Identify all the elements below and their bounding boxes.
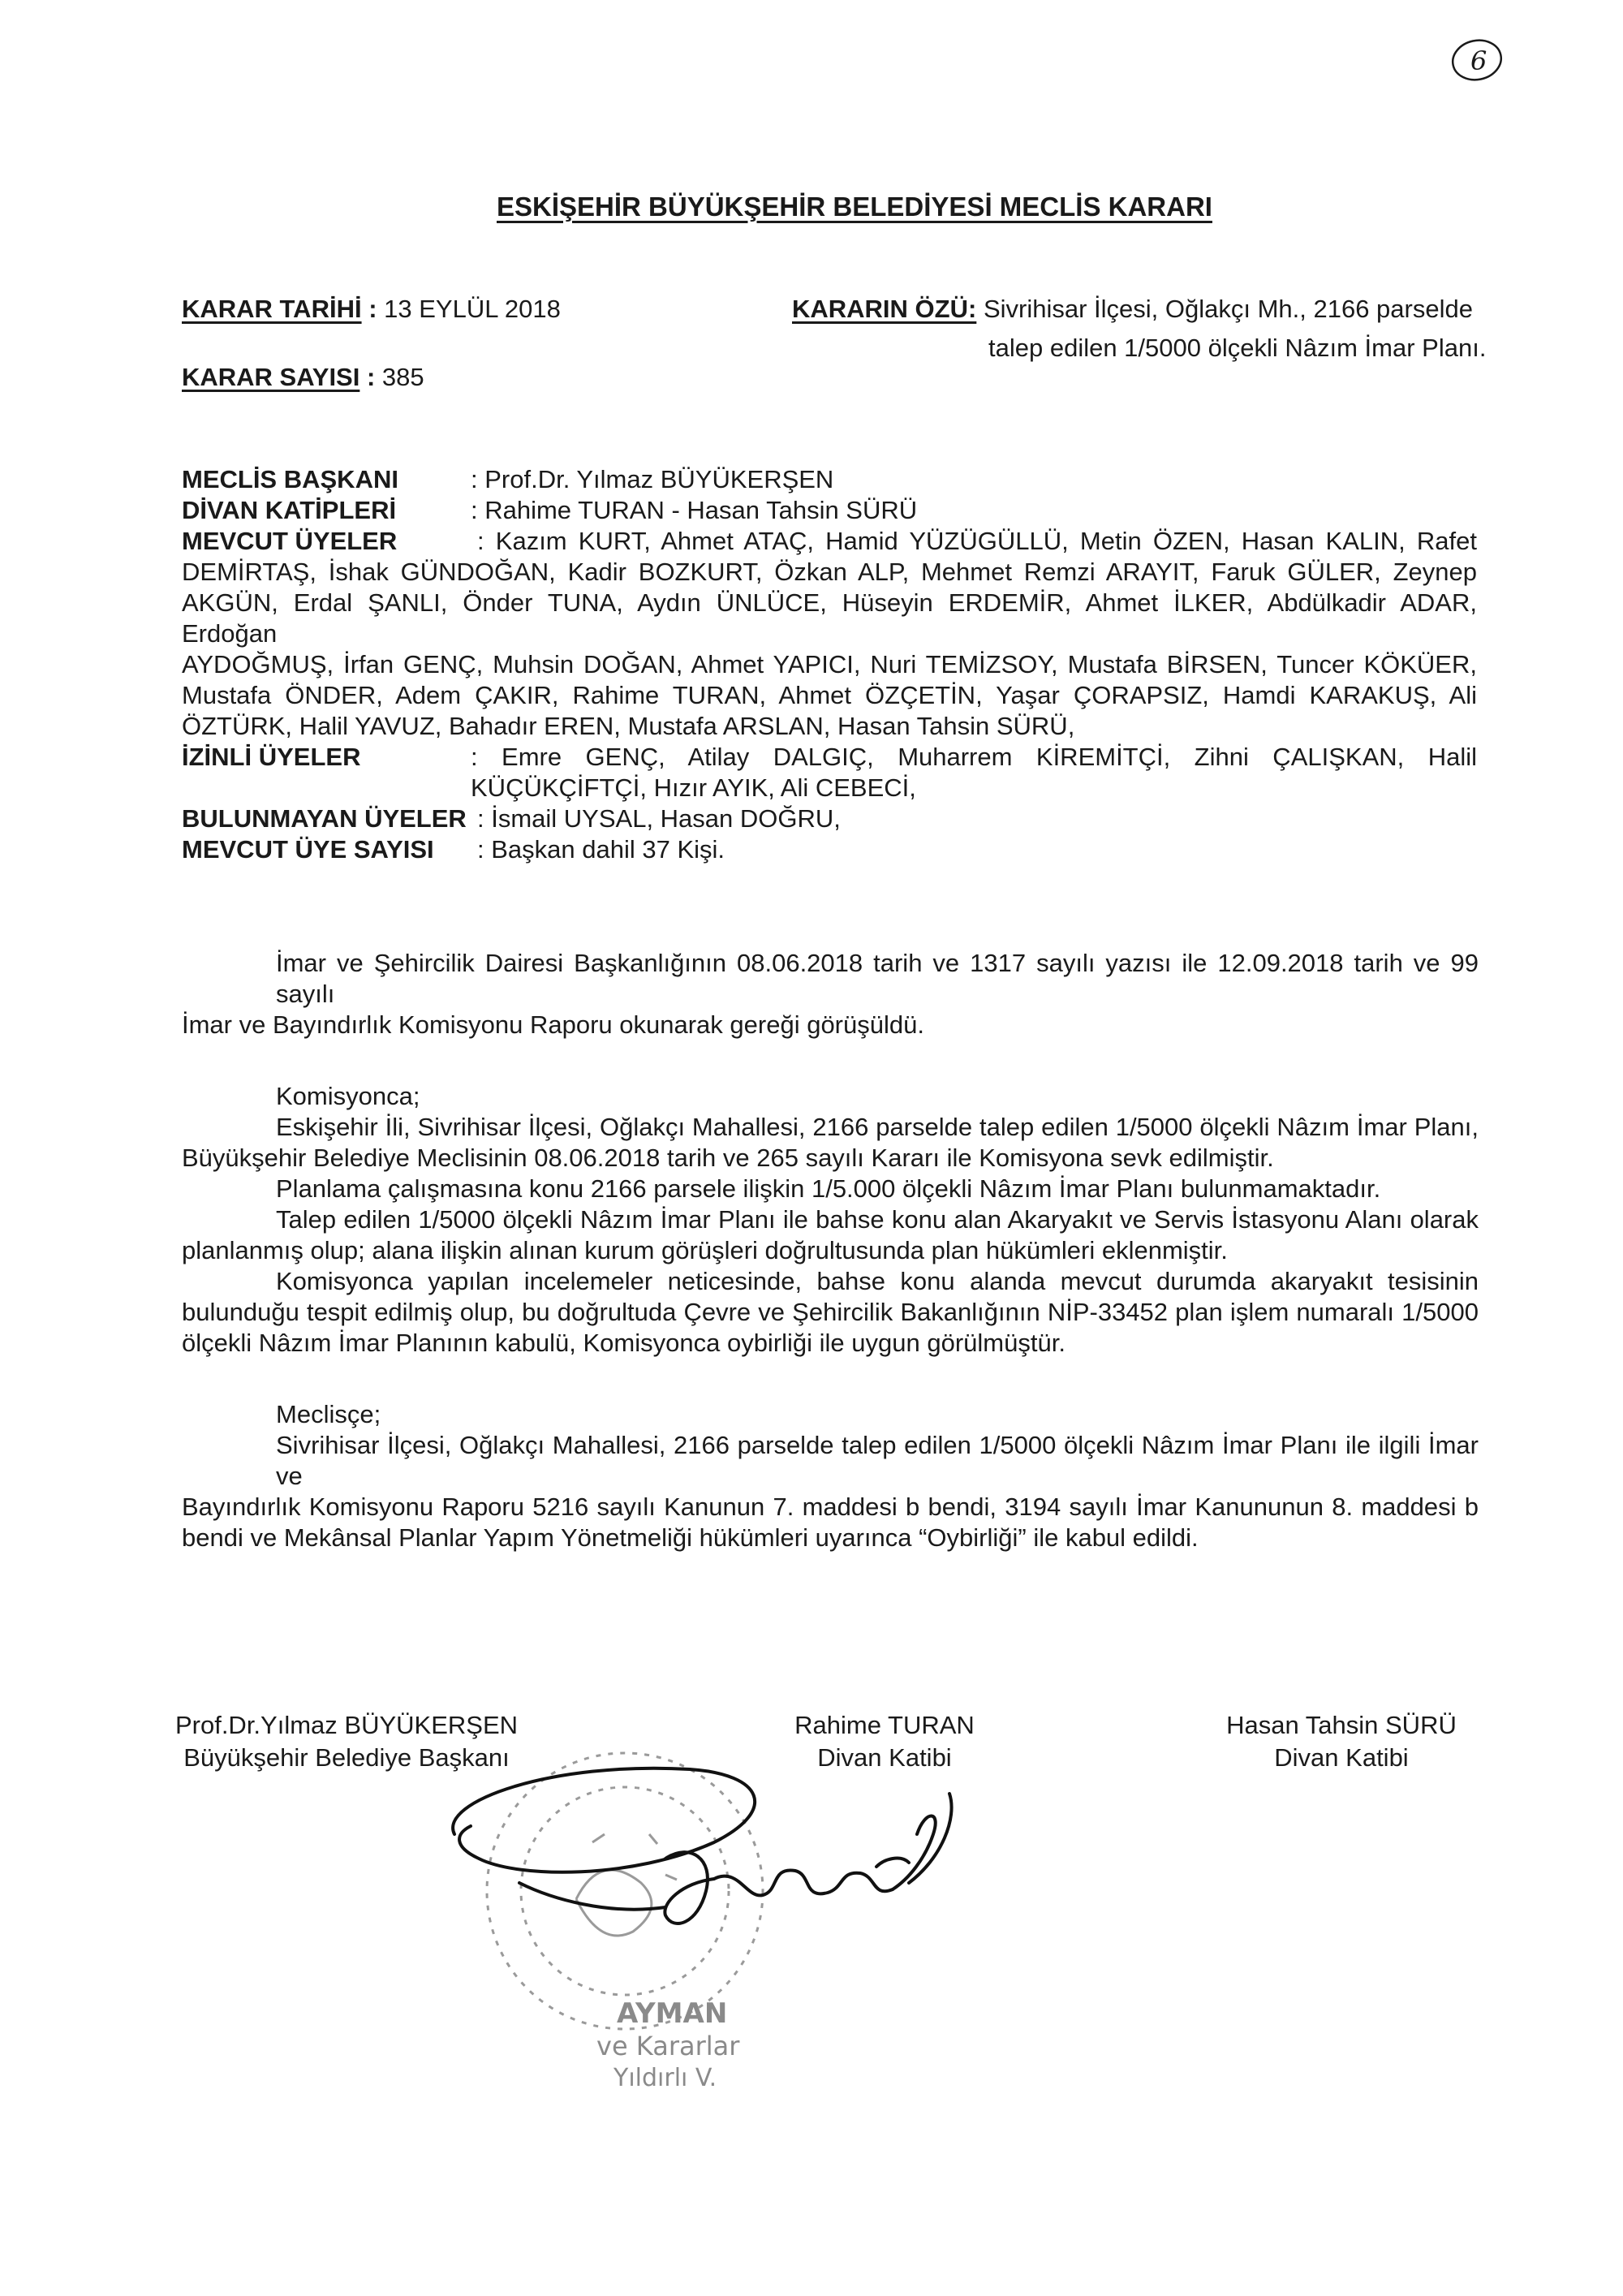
council-heading: Meclisçe; bbox=[276, 1400, 381, 1428]
members-label: MEVCUT ÜYELER bbox=[182, 527, 398, 555]
count-value: : Başkan dahil 37 Kişi. bbox=[477, 835, 725, 864]
commission-p4-line3: ölçekli Nâzım İmar Planının kabulü, Komisyonca oybirliği ile uygun görülmüştür. bbox=[182, 1329, 1065, 1357]
president-label: MECLİS BAŞKANI bbox=[182, 465, 398, 493]
council-p1-line3: bendi ve Mekânsal Planlar Yapım Yönetmeliği hükümleri uyarınca “Oybirliği” ile kabul edildi. bbox=[182, 1523, 1199, 1552]
members-line3: AKGÜN, Erdal ŞANLI, Önder TUNA, Aydın ÜNLÜCE, Hüseyin ERDEMİR, Ahmet İLKER, Abdülkadir ADAR, Erdoğan bbox=[182, 588, 1477, 648]
intro-line2: İmar ve Bayındırlık Komisyonu Raporu okunarak gereği görüşüldü. bbox=[182, 1010, 924, 1039]
decision-number-sep: : bbox=[359, 363, 382, 391]
commission-p1-line2: Büyükşehir Belediye Meclisinin 08.06.2018 tarih ve 265 sayılı Kararı ile Komisyona sevk edilmiştir. bbox=[182, 1144, 1274, 1172]
council-p1-line2: Bayındırlık Komisyonu Raporu 5216 sayılı Kanunun 7. maddesi b bendi, 3194 sayılı İmar Kanununun 8. maddesi b bbox=[182, 1493, 1479, 1521]
commission-p4-line1: Komisyonca yapılan incelemeler neticesinde, bahse konu alanda mevcut durumda akaryakıt tesisinin bbox=[276, 1267, 1479, 1295]
official-stamp-signature bbox=[422, 1704, 1006, 2094]
page-title: ESKİŞEHİR BÜYÜKŞEHİR BELEDİYESİ MECLİS KARARI bbox=[497, 192, 1212, 222]
clerks-row bbox=[182, 495, 1477, 526]
attendance-block bbox=[182, 464, 1477, 865]
permitted-line2: KÜÇÜKÇİFTÇİ, Hızır AYIK, Ali CEBECİ, bbox=[471, 773, 916, 802]
body-text bbox=[182, 948, 1479, 1553]
members-line4: AYDOĞMUŞ, İrfan GENÇ, Muhsin DOĞAN, Ahmet YAPICI, Nuri TEMİZSOY, Mustafa BİRSEN, Tuncer KÖKÜER, bbox=[182, 650, 1477, 678]
commission-p4-line2: bulunduğu tespit edilmiş olup, bu doğrultuda Çevre ve Şehircilik Bakanlığının NİP-33452 plan işlem numaralı 1/5000 bbox=[182, 1298, 1479, 1326]
commission-p2-line1: Planlama çalışmasına konu 2166 parsele ilişkin 1/5.000 ölçekli Nâzım İmar Planı bulunmamaktadır. bbox=[276, 1174, 1381, 1203]
commission-p3-line2: planlanmış olup; alana ilişkin alınan kurum görüşleri doğrultusunda plan hükümleri eklenmiştir. bbox=[182, 1236, 1228, 1264]
decision-summary-line2: talep edilen 1/5000 ölçekli Nâzım İmar Planı. bbox=[988, 334, 1487, 362]
clerks-value: : Rahime TURAN - Hasan Tahsin SÜRÜ bbox=[471, 496, 918, 524]
page-number-text: 6 bbox=[1470, 45, 1487, 76]
president-value: : Prof.Dr. Yılmaz BÜYÜKERŞEN bbox=[471, 465, 834, 493]
stamp-text-line1: AYMAN bbox=[617, 1997, 728, 2030]
count-row bbox=[182, 834, 1477, 865]
council-p1-line1: Sivrihisar İlçesi, Oğlakçı Mahallesi, 2166 parselde talep edilen 1/5000 ölçekli Nâzım İmar Planı ile ilgili İmar ve bbox=[276, 1431, 1479, 1490]
page-number-mark bbox=[1446, 36, 1509, 84]
absent-label: BULUNMAYAN ÜYELER bbox=[182, 804, 467, 833]
commission-heading: Komisyonca; bbox=[276, 1082, 420, 1110]
stamp-text-line3: Yıldırlı V. bbox=[613, 2064, 717, 2092]
decision-number bbox=[182, 362, 424, 393]
members-row bbox=[182, 526, 1477, 557]
decision-date-label: KARAR TARİHİ bbox=[182, 295, 362, 323]
permitted-line1: : Emre GENÇ, Atilay DALGIÇ, Muharrem KİREMİTÇİ, Zihni ÇALIŞKAN, Halil bbox=[471, 743, 1477, 771]
decision-summary-line1: Sivrihisar İlçesi, Oğlakçı Mh., 2166 parselde bbox=[983, 295, 1473, 323]
clerk2-title: Divan Katibi bbox=[1274, 1743, 1409, 1772]
members-line1: : Kazım KURT, Ahmet ATAÇ, Hamid YÜZÜGÜLLÜ, Metin ÖZEN, Hasan KALIN, Rafet bbox=[477, 527, 1477, 555]
commission-p3-line1: Talep edilen 1/5000 ölçekli Nâzım İmar Planı ile bahse konu alan Akaryakıt ve Servis İstasyonu Alanı olarak bbox=[276, 1205, 1479, 1234]
members-line2: DEMİRTAŞ, İshak GÜNDOĞAN, Kadir BOZKURT, Özkan ALP, Mehmet Remzi ARAYIT, Faruk GÜLER, Zeynep bbox=[182, 558, 1477, 586]
clerk1-title: Divan Katibi bbox=[817, 1743, 952, 1772]
members-line6: ÖZTÜRK, Halil YAVUZ, Bahadır EREN, Mustafa ARSLAN, Hasan Tahsin SÜRÜ, bbox=[182, 712, 1075, 740]
clerk2-name: Hasan Tahsin SÜRÜ bbox=[1226, 1711, 1457, 1739]
page-number-circle-icon bbox=[1446, 36, 1509, 84]
absent-value: : İsmail UYSAL, Hasan DOĞRU, bbox=[477, 804, 841, 833]
clerks-label: DİVAN KATİPLERİ bbox=[182, 496, 397, 524]
intro-line1: İmar ve Şehircilik Dairesi Başkanlığının 08.06.2018 tarih ve 1317 sayılı yazısı ile 12.09.2018 tarih ve 99 sayılı bbox=[276, 949, 1479, 1008]
decision-date-sep: : bbox=[361, 295, 385, 323]
stamp-text-line2: ve Kararlar bbox=[596, 2031, 740, 2061]
absent-row bbox=[182, 803, 1477, 834]
members-line5: Mustafa ÖNDER, Adem ÇAKIR, Rahime TURAN, Ahmet ÖZÇETİN, Yaşar ÇORAPSIZ, Hamdi KARAKUŞ, Ali bbox=[182, 681, 1477, 709]
decision-date bbox=[182, 294, 561, 325]
decision-number-label: KARAR SAYISI bbox=[182, 363, 360, 391]
decision-summary-label: KARARIN ÖZÜ: bbox=[792, 295, 977, 323]
decision-summary bbox=[792, 294, 1473, 325]
permitted-row bbox=[182, 742, 1477, 773]
clerk1-name: Rahime TURAN bbox=[794, 1711, 975, 1739]
permitted-label: İZİNLİ ÜYELER bbox=[182, 743, 361, 771]
signature-clerk2 bbox=[1208, 1709, 1475, 1774]
decision-number-value: 385 bbox=[381, 363, 424, 391]
commission-p1-line1: Eskişehir İli, Sivrihisar İlçesi, Oğlakçı Mahallesi, 2166 parselde talep edilen 1/5000 ölçekli Nâzım İmar Planı, bbox=[276, 1113, 1479, 1141]
president-row bbox=[182, 464, 1477, 495]
president-name: Prof.Dr.Yılmaz BÜYÜKERŞEN bbox=[174, 1711, 519, 1739]
president-title: Büyükşehir Belediye Başkanı bbox=[183, 1743, 510, 1772]
stamp-seal-icon bbox=[422, 1704, 1006, 2094]
count-label: MEVCUT ÜYE SAYISI bbox=[182, 835, 434, 864]
decision-date-value: 13 EYLÜL 2018 bbox=[384, 295, 561, 323]
